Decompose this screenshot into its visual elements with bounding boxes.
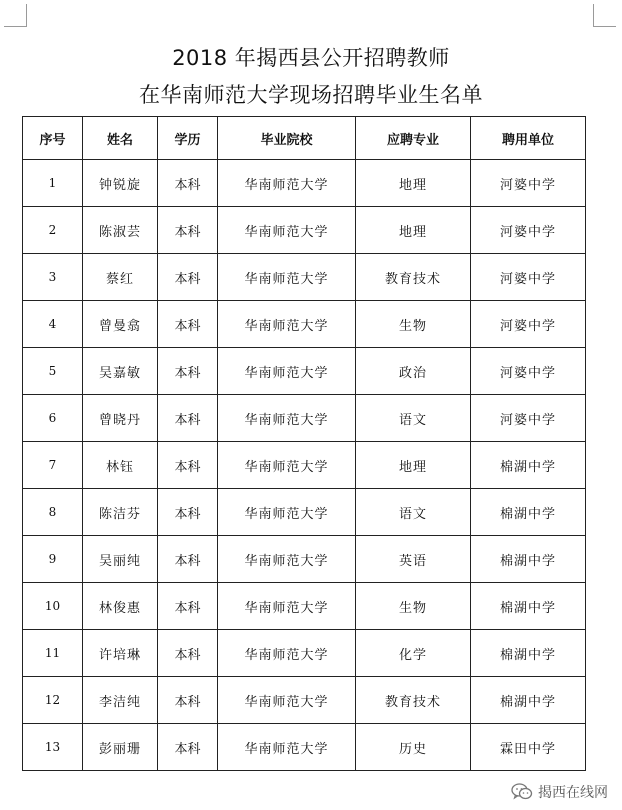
- cell-major: 地理: [356, 442, 471, 489]
- table-row: [23, 630, 586, 677]
- cell-name: 李洁纯: [83, 677, 158, 724]
- header-name: 姓名: [83, 117, 158, 160]
- cell-degree: 本科: [158, 536, 218, 583]
- table-header-row: [23, 117, 586, 160]
- cell-employer: 河婆中学: [471, 395, 586, 442]
- cell-serial: 4: [23, 301, 83, 348]
- header-major: 应聘专业: [356, 117, 471, 160]
- cell-major: 教育技术: [356, 254, 471, 301]
- cell-name: 陈淑芸: [83, 207, 158, 254]
- cell-name: 蔡红: [83, 254, 158, 301]
- cell-major: 地理: [356, 160, 471, 207]
- cell-major: 地理: [356, 207, 471, 254]
- cell-university: 华南师范大学: [218, 583, 356, 630]
- cell-degree: 本科: [158, 724, 218, 771]
- table-row: [23, 536, 586, 583]
- wechat-icon: [511, 783, 533, 801]
- cell-employer: 河婆中学: [471, 160, 586, 207]
- cell-university: 华南师范大学: [218, 677, 356, 724]
- cell-serial: 2: [23, 207, 83, 254]
- cell-name: 许培琳: [83, 630, 158, 677]
- page-corner-mark-right: [593, 4, 616, 27]
- cell-serial: 12: [23, 677, 83, 724]
- cell-major: 政治: [356, 348, 471, 395]
- cell-serial: 13: [23, 724, 83, 771]
- cell-degree: 本科: [158, 442, 218, 489]
- cell-degree: 本科: [158, 583, 218, 630]
- cell-serial: 7: [23, 442, 83, 489]
- cell-university: 华南师范大学: [218, 301, 356, 348]
- cell-major: 生物: [356, 301, 471, 348]
- cell-serial: 9: [23, 536, 83, 583]
- cell-name: 钟锐旋: [83, 160, 158, 207]
- cell-university: 华南师范大学: [218, 489, 356, 536]
- cell-university: 华南师范大学: [218, 536, 356, 583]
- cell-major: 语文: [356, 395, 471, 442]
- cell-university: 华南师范大学: [218, 348, 356, 395]
- cell-university: 华南师范大学: [218, 207, 356, 254]
- cell-university: 华南师范大学: [218, 254, 356, 301]
- table-row: [23, 489, 586, 536]
- cell-name: 吴丽纯: [83, 536, 158, 583]
- cell-name: 曾晓丹: [83, 395, 158, 442]
- cell-university: 华南师范大学: [218, 442, 356, 489]
- cell-name: 吴嘉敏: [83, 348, 158, 395]
- cell-degree: 本科: [158, 677, 218, 724]
- table-row: [23, 301, 586, 348]
- cell-serial: 10: [23, 583, 83, 630]
- cell-degree: 本科: [158, 630, 218, 677]
- cell-degree: 本科: [158, 160, 218, 207]
- cell-major: 教育技术: [356, 677, 471, 724]
- cell-employer: 棉湖中学: [471, 677, 586, 724]
- table-row: [23, 583, 586, 630]
- cell-employer: 河婆中学: [471, 254, 586, 301]
- table-row: [23, 160, 586, 207]
- table-row: [23, 348, 586, 395]
- recruitment-table: [22, 116, 586, 771]
- header-degree: 学历: [158, 117, 218, 160]
- table-row: [23, 677, 586, 724]
- header-employer: 聘用单位: [471, 117, 586, 160]
- cell-employer: 河婆中学: [471, 348, 586, 395]
- cell-university: 华南师范大学: [218, 160, 356, 207]
- cell-name: 林钰: [83, 442, 158, 489]
- cell-university: 华南师范大学: [218, 395, 356, 442]
- watermark-text: 揭西在线网: [538, 785, 608, 801]
- table-row: [23, 724, 586, 771]
- cell-degree: 本科: [158, 348, 218, 395]
- cell-name: 林俊惠: [83, 583, 158, 630]
- cell-serial: 3: [23, 254, 83, 301]
- cell-employer: 河婆中学: [471, 207, 586, 254]
- cell-employer: 棉湖中学: [471, 630, 586, 677]
- watermark: [511, 782, 608, 802]
- cell-employer: 河婆中学: [471, 301, 586, 348]
- cell-employer: 棉湖中学: [471, 583, 586, 630]
- header-university: 毕业院校: [218, 117, 356, 160]
- cell-serial: 6: [23, 395, 83, 442]
- document-title-line-2: 在华南师范大学现场招聘毕业生名单: [139, 83, 483, 107]
- cell-university: 华南师范大学: [218, 630, 356, 677]
- cell-major: 英语: [356, 536, 471, 583]
- cell-serial: 5: [23, 348, 83, 395]
- cell-serial: 1: [23, 160, 83, 207]
- cell-major: 生物: [356, 583, 471, 630]
- cell-major: 化学: [356, 630, 471, 677]
- cell-degree: 本科: [158, 395, 218, 442]
- cell-major: 历史: [356, 724, 471, 771]
- table-row: [23, 207, 586, 254]
- cell-employer: 棉湖中学: [471, 536, 586, 583]
- cell-employer: 霖田中学: [471, 724, 586, 771]
- table-row: [23, 395, 586, 442]
- cell-employer: 棉湖中学: [471, 489, 586, 536]
- table-row: [23, 254, 586, 301]
- header-serial: 序号: [23, 117, 83, 160]
- cell-name: 陈洁芬: [83, 489, 158, 536]
- cell-university: 华南师范大学: [218, 724, 356, 771]
- cell-degree: 本科: [158, 254, 218, 301]
- page-corner-mark-left: [4, 4, 27, 27]
- cell-degree: 本科: [158, 207, 218, 254]
- cell-employer: 棉湖中学: [471, 442, 586, 489]
- table-row: [23, 442, 586, 489]
- cell-degree: 本科: [158, 489, 218, 536]
- document-title-line-1: 2018 年揭西县公开招聘教师: [172, 46, 450, 70]
- cell-major: 语文: [356, 489, 471, 536]
- cell-name: 彭丽珊: [83, 724, 158, 771]
- cell-degree: 本科: [158, 301, 218, 348]
- cell-serial: 11: [23, 630, 83, 677]
- cell-serial: 8: [23, 489, 83, 536]
- cell-name: 曾曼翕: [83, 301, 158, 348]
